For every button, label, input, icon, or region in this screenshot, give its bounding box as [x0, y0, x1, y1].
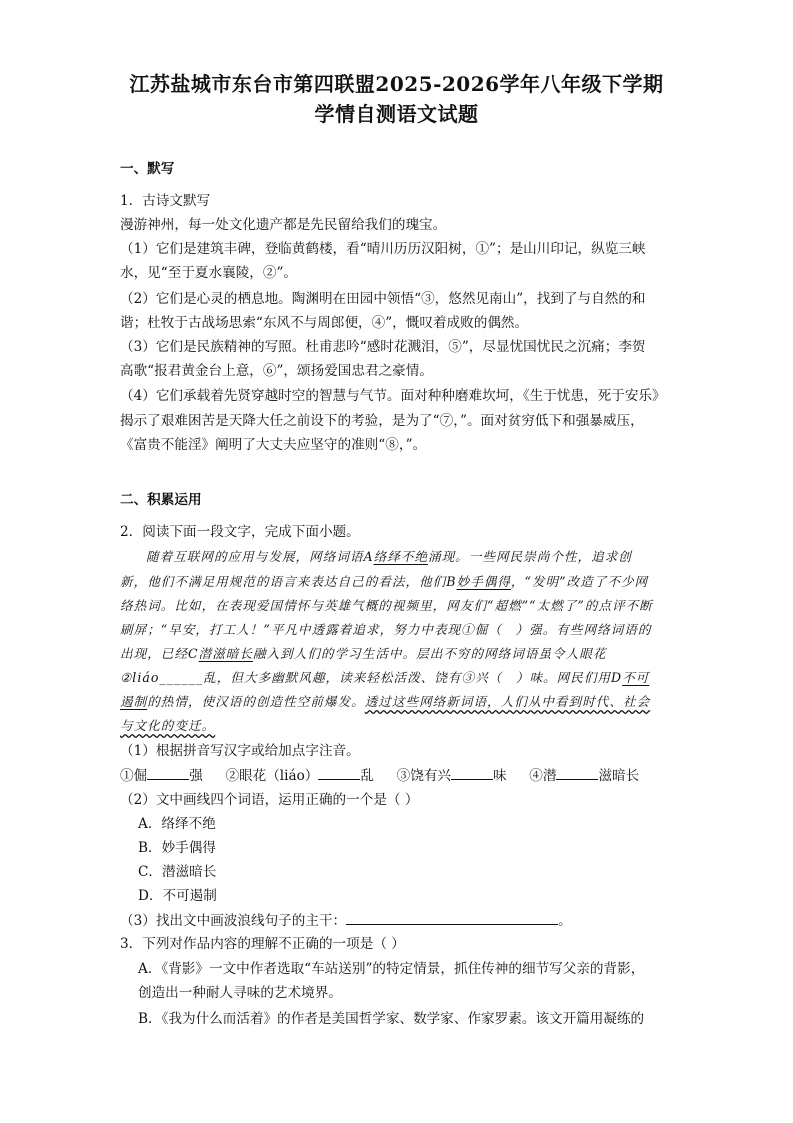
q2-sub2: （2）文中画线四个词语，运用正确的一个是（ ）: [120, 792, 419, 808]
passage-line: 络热词。比如，在表现爱国情怀与英雄气概的视频里，网友们“超燃”“太燃了”的点评不断: [120, 598, 653, 613]
q1-line: （1）它们是建筑丰碑，登临黄鹤楼，看“晴川历历汉阳树，①”；是山川印记，纵览三峡: [120, 241, 646, 257]
q1-heading: 1．古诗文默写: [120, 193, 211, 209]
doc-title-line2: 学情自测语文试题: [314, 102, 479, 126]
passage-line: 新，他们不满足用规范的语言来表达自己的看法，他们B妙手偶得，“发明”改造了不少网: [120, 574, 649, 589]
wavy-sentence: 透过这些网络新词语，人们从中看到时代、社会: [364, 694, 651, 709]
underlined-idiom-b: 妙手偶得: [456, 574, 511, 589]
q1-line: （4）它们承载着先贤穿越时空的智慧与气节。面对种种磨难坎坷，《生于忧患，死于安乐》: [120, 388, 666, 404]
underlined-idiom-a: 络绎不绝: [373, 549, 428, 564]
q1-line: 高歌“报君黄金台上意，⑥”，颂扬爱国忠君之豪情。: [120, 363, 433, 379]
q1-line: （2）它们是心灵的栖息地。陶渊明在田园中领悟“③，悠然见南山”，找到了与自然的和: [120, 291, 646, 307]
option-d: D．不可遏制: [138, 888, 217, 904]
q2-sub1-items: ①倔 强 ②眼花（liáo） 乱 ③饶有兴 味 ④潜 滋暗长: [120, 768, 640, 784]
q2-sub1: （1）根据拼音写汉字或给加点字注音。: [120, 743, 360, 759]
underlined-idiom-c: 潜滋暗长: [198, 646, 253, 661]
q3-heading: 3．下列对作品内容的理解不正确的一项是（ ）: [120, 936, 405, 952]
section-heading-accumulation: 二、积累运用: [120, 492, 202, 508]
option-b: B．妙手偶得: [138, 840, 216, 856]
underlined-idiom-d-cont: 遏制: [120, 694, 148, 709]
passage-line: 遏制的热情，使汉语的创造性空前爆发。透过这些网络新词语，人们从中看到时代、社会: [120, 694, 651, 709]
passage-line: ②liáo______乱，但大多幽默风趣，读来轻松活泼、饶有③兴（ ）味。网民们用D不可: [120, 670, 650, 685]
option-c: C．潜滋暗长: [138, 864, 217, 880]
passage-line: [120, 717, 215, 735]
q2-sub3: （3）找出文中画波浪线句子的主干： 。: [120, 913, 572, 929]
underlined-idiom-d: 不可: [622, 670, 650, 685]
q2-heading: 2．阅读下面一段文字，完成下面小题。: [120, 524, 360, 540]
section-heading-dictation: 一、默写: [120, 161, 175, 177]
option-a: A．络绎不绝: [138, 816, 216, 832]
q3-option-a-cont: 创造出一种耐人寻味的艺术境界。: [138, 985, 342, 1001]
q1-line: 谐；杜牧于古战场思索“东风不与周郎便，④”，慨叹着成败的偶然。: [120, 315, 529, 331]
passage-line: 刷屏；“早安，打工人！”平凡中透露着追求，努力中表现①倔（ ）强。有些网络词语的: [120, 622, 652, 637]
answer-blank[interactable]: [346, 911, 558, 925]
wavy-sentence-cont: 与文化的变迁。: [120, 718, 216, 733]
passage-line: 随着互联网的应用与发展，网络词语A络绎不绝涌现。一些网民崇尚个性，追求创: [146, 549, 632, 564]
doc-title-line1: 江苏盐城市东台市第四联盟2025-2026学年八年级下学期: [129, 72, 664, 96]
q3-option-b: B．《我为什么而活着》的作者是美国哲学家、数学家、作家罗素。该文开篇用凝练的: [138, 1011, 645, 1027]
answer-blank[interactable]: [147, 766, 189, 780]
answer-blank[interactable]: [451, 766, 493, 780]
q1-intro: 漫游神州，每一处文化遗产都是先民留给我们的瑰宝。: [120, 217, 447, 233]
answer-blank[interactable]: [556, 766, 598, 780]
answer-blank[interactable]: [318, 766, 360, 780]
q3-option-a: A．《背影》一文中作者选取“车站送别”的特定情景，抓住传神的细节写父亲的背影，: [138, 961, 645, 977]
q1-line: 水，见“至于夏水襄陵，②”。: [120, 265, 298, 281]
q1-line: 《富贵不能淫》阐明了大丈夫应坚守的准则“⑧，”。: [120, 437, 427, 453]
q1-line: 揭示了艰难困苦是天降大任之前设下的考验，是为了“⑦，”。面对贫穷低下和强暴威压，: [120, 413, 644, 429]
q1-line: （3）它们是民族精神的写照。杜甫悲吟“感时花溅泪，⑤”，尽显忧国忧民之沉痛；李贺: [120, 339, 646, 355]
passage-line: 出现，已经C潜滋暗长融入到人们的学习生活中。层出不穷的网络词语虽令人眼花: [120, 646, 607, 661]
